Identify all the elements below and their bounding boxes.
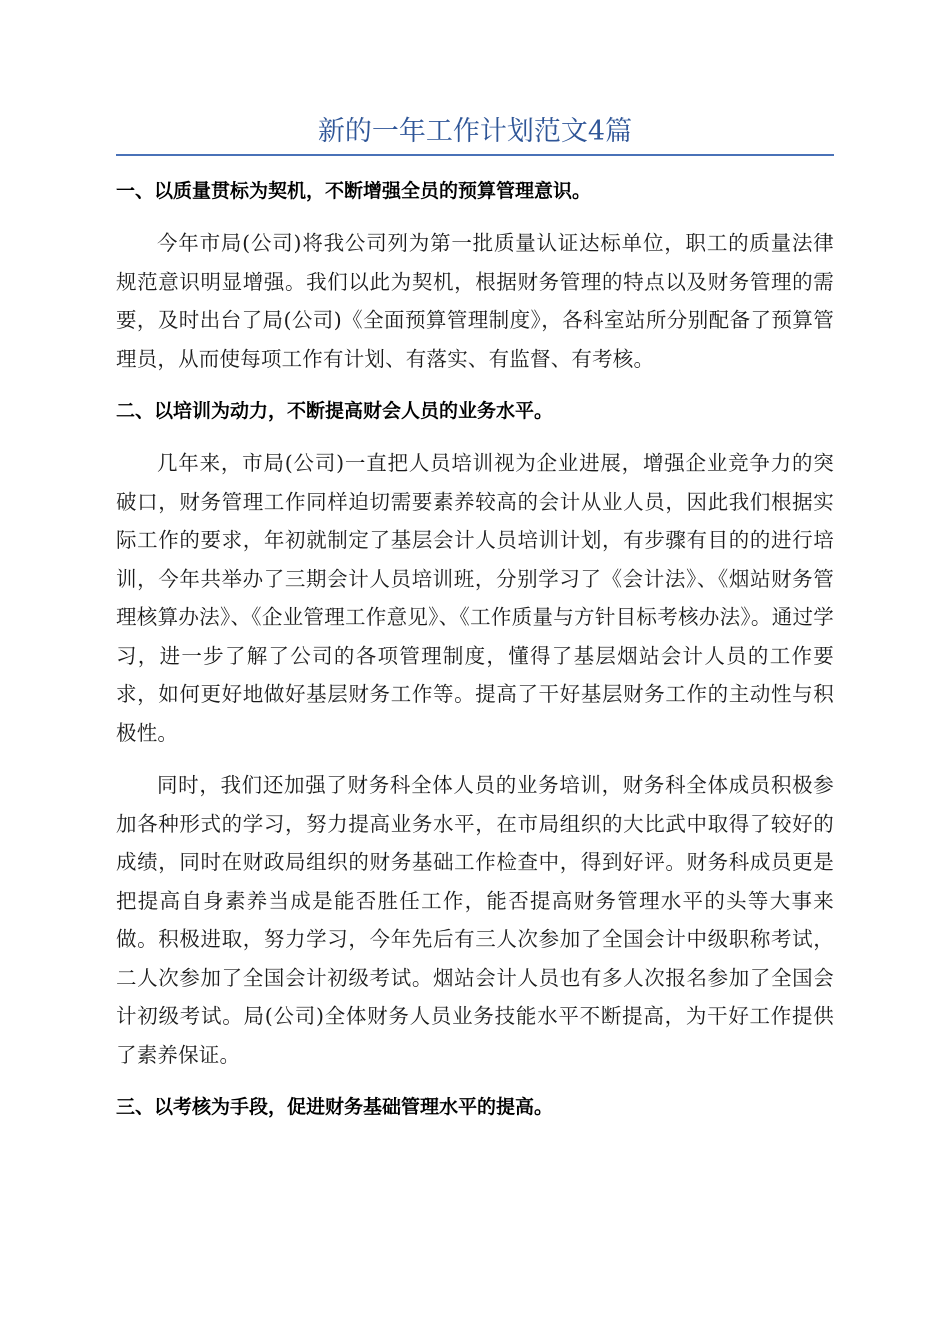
section-heading-1: 一、以质量贯标为契机，不断增强全员的预算管理意识。 bbox=[116, 180, 592, 202]
section-2-paragraph-2: 同时，我们还加强了财务科全体人员的业务培训，财务科全体成员积极参加各种形式的学习，努力提高业务水平，在市局组织的大比武中取得了较好的成绩，同时在财政局组织的财务基础工作检查中，得到好评。财务科成员更是把提高自身素养当成是能否胜任工作，能否提高财务管理水平的头等大事来做。积极进取，努力学习，今年先后有三人次参加了全国会计中级职称考试，二人次参加了全国会计初级考试。烟站会计人员也有多人次报名参加了全国会计初级考试。局(公司)全体财务人员业务技能水平不断提高，为干好工作提供了素养保证。 bbox=[116, 773, 834, 1067]
section-heading-3: 三、以考核为手段，促进财务基础管理水平的提高。 bbox=[116, 1096, 554, 1118]
document-title: 新的一年工作计划范文4篇 bbox=[317, 116, 633, 147]
section-1-paragraph-1: 今年市局(公司)将我公司列为第一批质量认证达标单位，职工的质量法律规范意识明显增强。我们以此为契机，根据财务管理的特点以及财务管理的需要，及时出台了局(公司)《全面预算管理制度》，各科室站所分别配备了预算管理员，从而使每项工作有计划、有落实、有监督、有考核。 bbox=[116, 231, 834, 371]
document-body bbox=[116, 172, 834, 1140]
section-heading-2: 二、以培训为动力，不断提高财会人员的业务水平。 bbox=[116, 400, 554, 422]
title-underline bbox=[116, 154, 834, 156]
section-2-paragraph-1: 几年来，市局(公司)一直把人员培训视为企业进展，增强企业竞争力的突破口，财务管理工作同样迫切需要素养较高的会计从业人员，因此我们根据实际工作的要求，年初就制定了基层会计人员培训计划，有步骤有目的的进行培训，今年共举办了三期会计人员培训班，分别学习了《会计法》、《烟站财务管理核算办法》、《企业管理工作意见》、《工作质量与方针目标考核办法》。通过学习，进一步了解了公司的各项管理制度，懂得了基层烟站会计人员的工作要求，如何更好地做好基层财务工作等。提高了干好基层财务工作的主动性与积极性。 bbox=[116, 451, 834, 745]
